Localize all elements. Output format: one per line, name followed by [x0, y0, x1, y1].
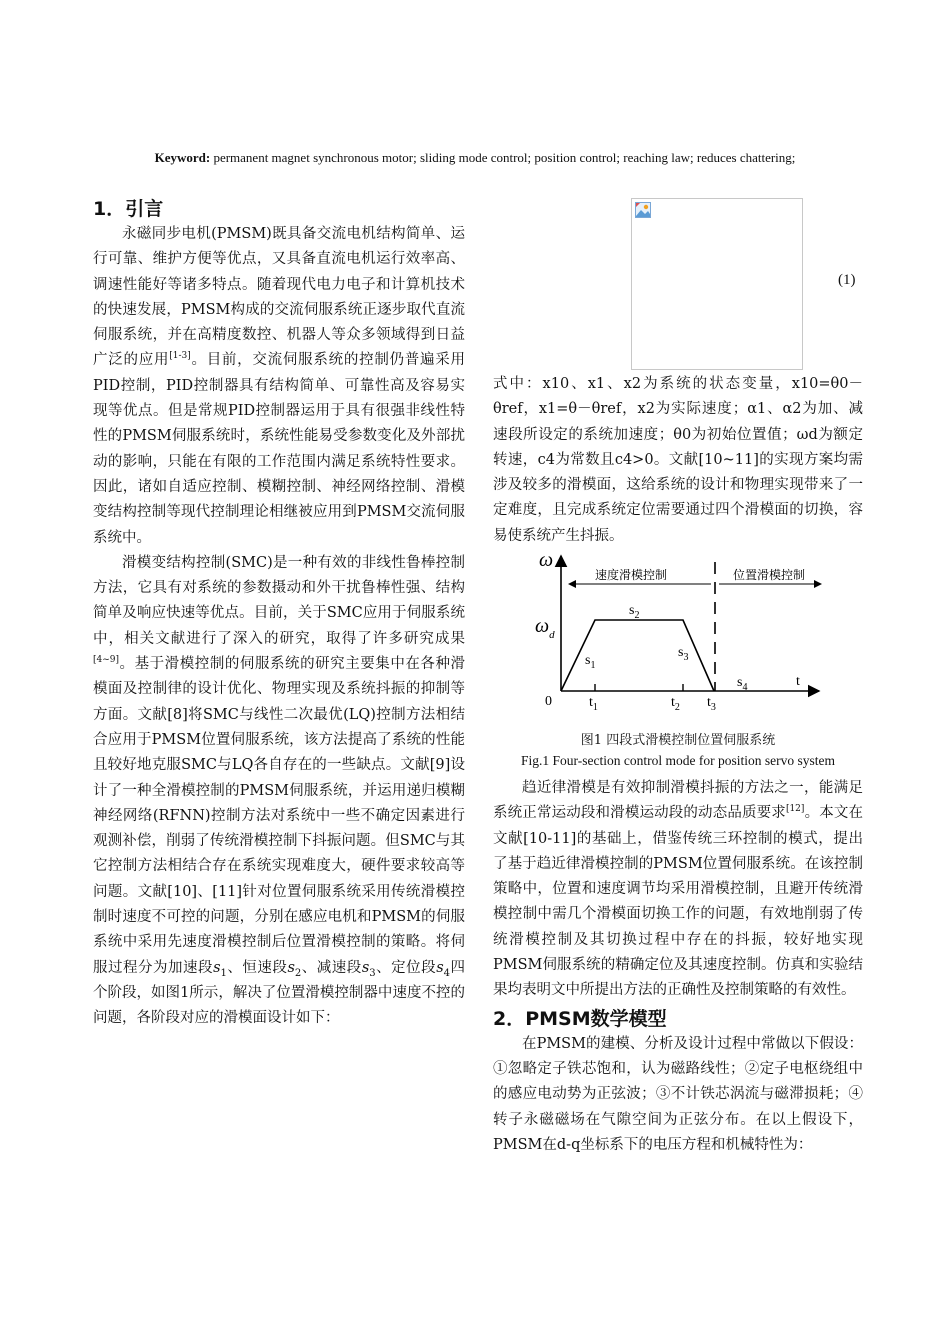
- s3-var: s: [361, 959, 370, 976]
- equation-number: (1): [838, 272, 856, 288]
- figure-1-caption-cn: 图1 四段式滑模控制位置伺服系统: [580, 733, 776, 748]
- s4-sub: 4: [443, 967, 451, 979]
- y-axis-label: ω: [539, 549, 554, 571]
- where-paragraph: 式中：x10、x1、x2为系统的状态变量，x10=θ0－θref，x1=θ－θref，x2为实际速度；α1、α2为加、减速段所设定的系统加速度；θ0为初始位置值；ωd为额定转速，c4为常数且c4>0。文献[10~11]的实现方案均需涉及较多的滑模面，这给系统的设计和物理实现带来了一定难度，且完成系统定位需要通过四个滑模面的切换，容易使系统产生抖振。: [493, 376, 863, 544]
- t3-label: $t_3$: [707, 695, 716, 713]
- citation-4-9: [4~9]: [93, 655, 120, 666]
- equation-image-placeholder: [631, 198, 803, 370]
- intro-paragraph-2: [93, 551, 465, 1032]
- origin-label: 0: [545, 694, 552, 709]
- s3-sub: 3: [369, 967, 376, 979]
- s2-label: $s_2$: [629, 603, 640, 621]
- intro-p2-t1: 、恒速段: [226, 959, 288, 976]
- intro-p2-t3: 、定位段: [375, 959, 437, 976]
- intro-p2-end: 四个阶段，如图1所示，解决了位置滑模控制器中速度不控的问题，各阶段对应的滑模面设计如下：: [93, 959, 466, 1027]
- reach-text: 趋近律滑模是有效抑制滑模抖振的方法之一，能满足系统正常运动段和滑模运动段的动态品质要求: [493, 780, 863, 822]
- figure-1-caption-en: Fig.1 Four-section control mode for position servo system: [521, 753, 835, 768]
- omega-d-label: $\omega_d$: [535, 615, 555, 641]
- t2-label: $t_2$: [671, 695, 680, 713]
- left-column: [93, 196, 465, 1032]
- section-1-heading: 1．引言: [93, 198, 164, 220]
- s1-sub: 1: [220, 967, 227, 979]
- model-paragraph: 在PMSM的建模、分析及设计过程中常做以下假设：①忽略定子铁芯饱和，认为磁路线性；②定子电枢绕组中的感应电动势为正弦波；③不计铁芯涡流与磁滞损耗；④转子永磁磁场在气隙空间为正弦分布。在以上假设下，PMSM在d-q坐标系下的电压方程和机械特性为：: [493, 1035, 863, 1153]
- keyword-text: permanent magnet synchronous motor; sliding mode control; position control; reaching law; reduces chattering;: [213, 150, 796, 165]
- intro-paragraph-1: [93, 222, 465, 551]
- reaching-law-paragraph: [493, 776, 863, 1004]
- broken-image-icon: [635, 202, 651, 218]
- t1-label: $t_1$: [589, 695, 598, 713]
- s4-var: s: [436, 959, 444, 976]
- speed-profile-line: [561, 620, 714, 691]
- intro-p2-mid: 。基于滑模控制的伺服系统的研究主要集中在各种滑模面及控制律的设计优化、物理实现及系统抖振的抑制等方面。文献[8]将SMC与线性二次最优(LQ)控制方法相结合应用于PMSM位置伺服系统，该方法提高了系统的性能且较好地克服SMC与LQ各自存在的一些缺点。文献[9]设计了一种全滑模控制的PMSM伺服系统，并运用递归模糊神经网络(RFNN)控制方法对系统中一些不确定因素进行观测补偿，削弱了传统滑模控制下抖振问题。但SMC与其它控制方法相结合存在系统实现难度大，硬件要求较高等问题。文献[10]、[11]针对位置伺服系统采用传统滑模控制时速度不可控的问题，分别在感应电机和PMSM的伺服系统中采用先速度滑模控制后位置滑模控制的策略。将伺服过程分为加速段: [93, 656, 465, 976]
- s1-var: s: [213, 959, 221, 976]
- intro-p2-text: 滑模变结构控制(SMC)是一种有效的非线性鲁棒控制方法，它具有对系统的参数摄动和外干扰鲁棒性强、结构简单及响应快速等优点。目前，关于SMC应用于伺服系统中，相关文献进行了深入的研究，取得了许多研究成果: [93, 554, 465, 647]
- citation-12: [12]: [785, 804, 805, 815]
- position-region-label: 位置滑模控制: [733, 568, 806, 582]
- x-axis-label: t: [796, 674, 800, 689]
- figure-1-diagram: [523, 548, 835, 718]
- s3-label: $s_3$: [678, 645, 689, 663]
- intro-p1-tail: 。目前，交流伺服系统的控制仍普遍采用PID控制，PID控制器具有结构简单、可靠性高及容易实现等优点。但是常规PID控制器运用于具有很强非线性特性的PMSM伺服系统时，系统性能易受参数变化及外部扰动的影响，只能在有限的工作范围内满足系统特性要求。因此，诸如自适应控制、模糊控制、神经网络控制、滑模变结构控制等现代控制理论相继被应用到PMSM交流伺服系统中。: [93, 352, 466, 546]
- right-column-top: [493, 372, 863, 549]
- speed-region-label: 速度滑模控制: [595, 568, 668, 582]
- s4-label: $s_4$: [737, 675, 748, 693]
- intro-p2-t2: 、减速段: [301, 959, 362, 976]
- s1-label: $s_1$: [585, 653, 596, 671]
- intro-p1-text: 永磁同步电机(PMSM)既具备交流电机结构简单、运行可靠、维护方便等优点，又具备直流电机运行效率高、调速性能好等诸多特点。随着现代电力电子和计算机技术的快速发展，PMSM构成的交流伺服系统正逐步取代直流伺服系统，并在高精度数控、机器人等众多领域得到日益广泛的应用: [93, 226, 465, 369]
- s2-sub: 2: [294, 967, 302, 979]
- s2-var: s: [287, 959, 295, 976]
- reach-tail: 。本文在文献[10-11]的基础上，借鉴传统三环控制的模式，提出了基于趋近律滑模控制的PMSM位置伺服系统。在该控制策略中，位置和速度调节均采用滑模控制，且避开传统滑模控制中需几个滑模面切换工作的问题，有效地削弱了传统滑模控制及其切换过程中存在的抖振，较好地实现PMSM伺服系统的精确定位及其速度控制。仿真和实验结果均表明文中所提出方法的正确性及控制策略的有效性。: [493, 805, 864, 999]
- right-column-bottom: [493, 776, 863, 1158]
- citation-1-3: [1-3]: [169, 351, 191, 362]
- section-2-heading: 2．PMSM数学模型: [493, 1007, 667, 1030]
- keyword-label: Keyword:: [154, 150, 211, 165]
- keyword-line: [0, 150, 950, 166]
